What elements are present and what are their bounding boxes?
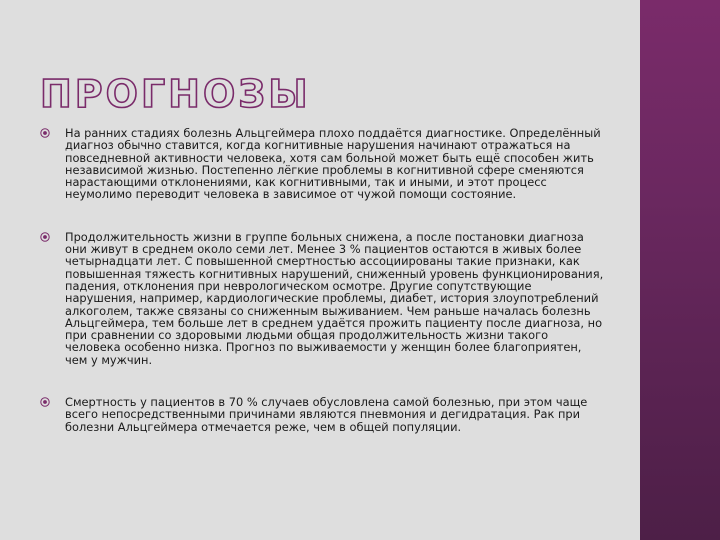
- decorative-side-band: [640, 0, 720, 540]
- bullet-text: На ранних стадиях болезнь Альцгеймера плохо поддаётся диагностике. Определённый диагноз обычно ставится, когда когнитивные нарушения начинают отражаться на повседневной активности человека, хотя сам больной может быть ещё способен жить независимой жизнью. Постепенно лёгкие проблемы в когнитивной сфере сменяются нарастающими отклонениями, как когнитивными, так и иными, и этот процесс неумолимо переводит человека в зависимое от чужой помощи состояние.: [65, 126, 601, 202]
- slide-title: ПРОГНОЗЫ: [40, 72, 311, 116]
- bullet-item: [40, 396, 605, 433]
- bullet-text: Продолжительность жизни в группе больных снижена, а после постановки диагноза они живут в среднем около семи лет. Менее 3 % пациентов остаются в живых более четырнадцати лет. С повышенной смертностью ассоциированы такие признаки, как повышенная тяжесть когнитивных нарушений, сниженный уровень функционирования, падения, отклонения при неврологическом осмотре. Другие сопутствующие нарушения, например, кардиологические проблемы, диабет, история злоупотреблений алкоголем, также связаны со сниженным выживанием. Чем раньше началась болезнь Альцгеймера, тем больше лет в среднем удаётся прожить пациенту после диагноза, но при сравнении со здоровыми людьми общая продолжительность жизни такого человека особенно низка. Прогноз по выживаемости у женщин более благоприятен, чем у мужчин.: [65, 229, 604, 367]
- circled-dot-icon: [40, 232, 50, 242]
- bullet-item: [40, 231, 605, 366]
- circled-dot-icon: [40, 397, 50, 407]
- bullet-item: [40, 127, 605, 201]
- circled-dot-icon: [40, 128, 50, 138]
- bullet-list: [40, 127, 605, 433]
- bullet-text: Смертность у пациентов в 70 % случаев обусловлена самой болезнью, при этом чаще всего непосредственными причинами являются пневмония и дегидратация. Рак при болезни Альцгеймера отмечается реже, чем в общей популяции.: [65, 395, 588, 434]
